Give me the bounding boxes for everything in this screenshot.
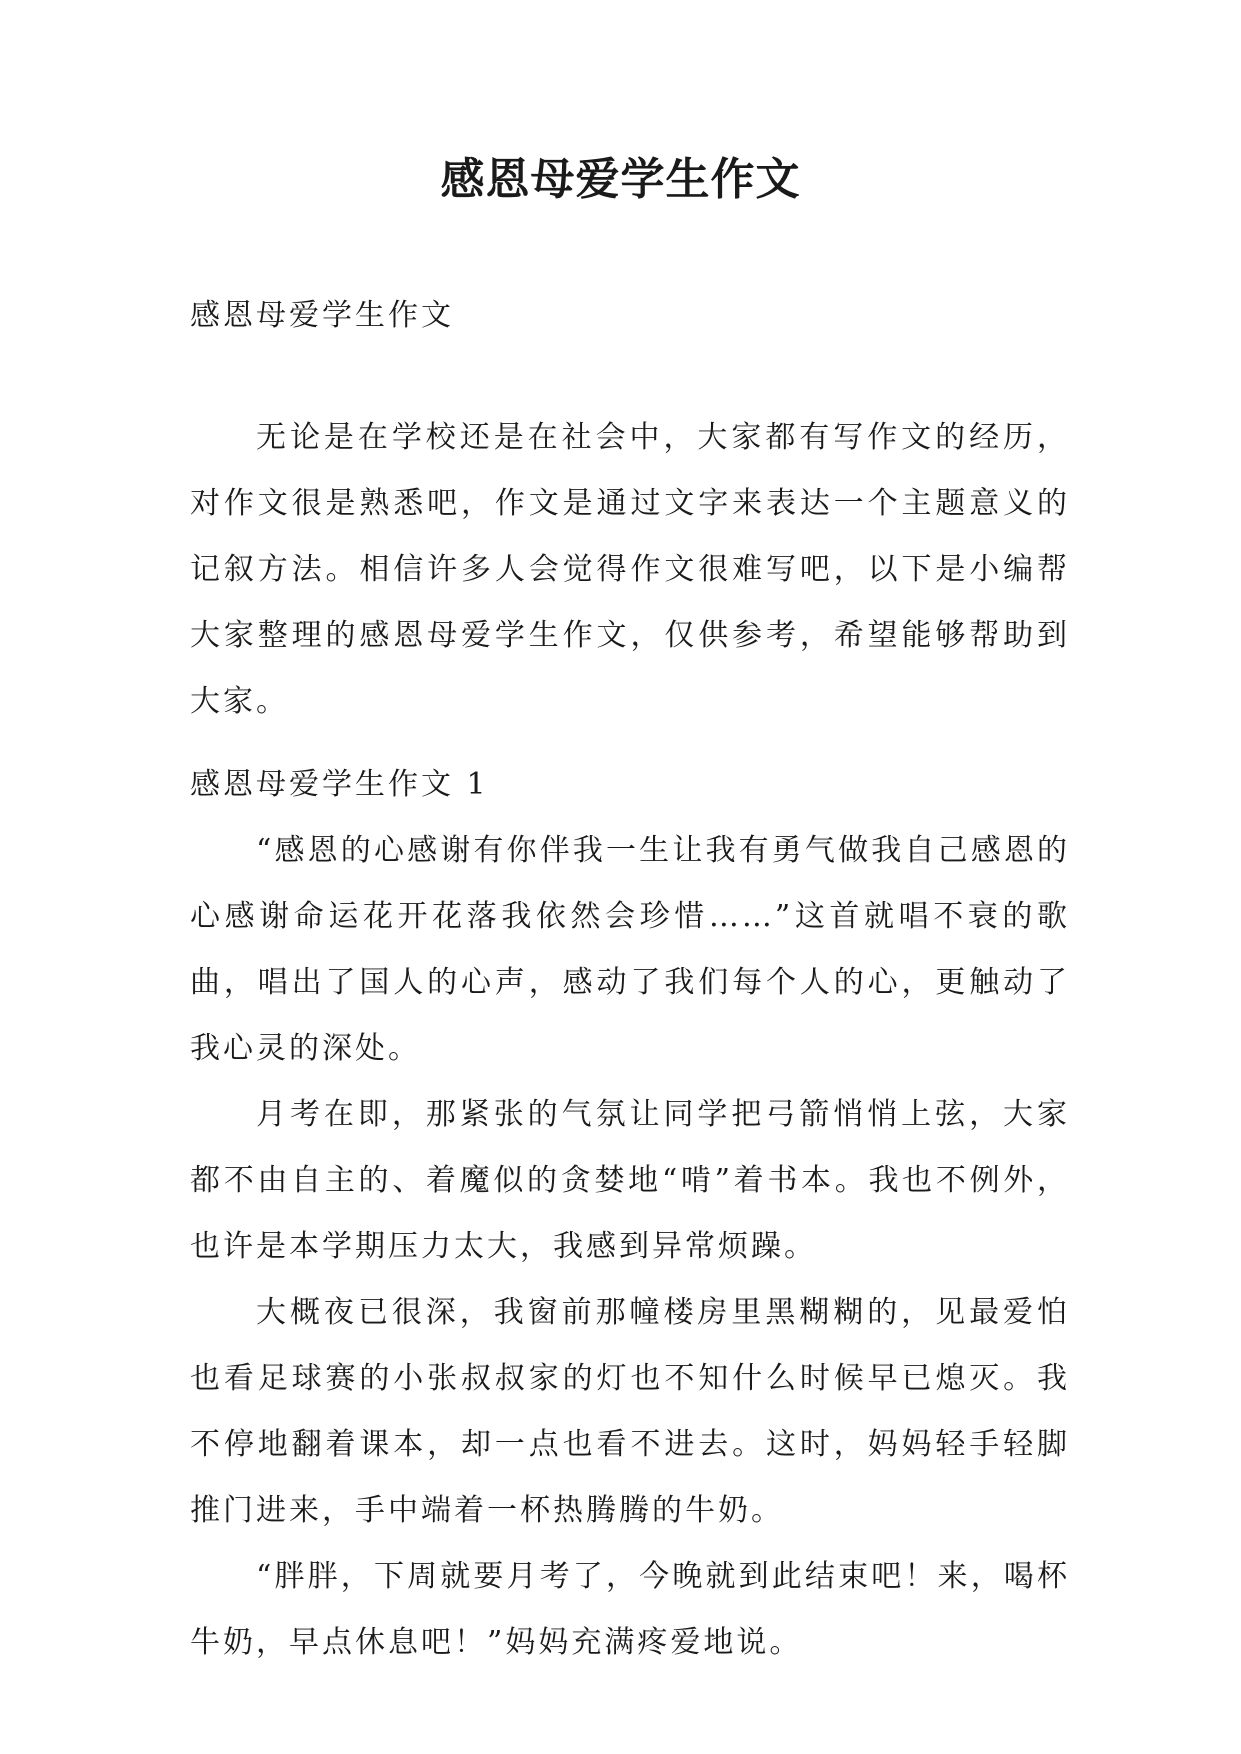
essay-paragraph: “感恩的心感谢有你伴我一生让我有勇气做我自己感恩的心感谢命运花开花落我依然会珍惜……”这首就唱不衰的歌曲，唱出了国人的心声，感动了我们每个人的心，更触动了我心灵的深处。 [190, 833, 1070, 1066]
essay-paragraph: 大概夜已很深，我窗前那幢楼房里黑糊糊的，见最爱怕也看足球赛的小张叔叔家的灯也不知什么时候早已熄灭。我不停地翻着课本，却一点也看不进去。这时，妈妈轻手轻脚推门进来，手中端着一杯热腾腾的牛奶。 [190, 1295, 1070, 1528]
intro-paragraph: 无论是在学校还是在社会中，大家都有写作文的经历，对作文很是熟悉吧，作文是通过文字来表达一个主题意义的记叙方法。相信许多人会觉得作文很难写吧，以下是小编帮大家整理的感恩母爱学生作文，仅供参考，希望能够帮助到大家。 [190, 420, 1070, 719]
essay-body [190, 818, 1070, 1676]
intro-section [190, 405, 1070, 735]
page-title: 感恩母爱学生作文 [440, 154, 801, 205]
essay-paragraph: 月考在即，那紧张的气氛让同学把弓箭悄悄上弦，大家都不由自主的、着魔似的贪婪地“啃”着书本。我也不例外，也许是本学期压力太大，我感到异常烦躁。 [190, 1097, 1070, 1264]
essay-paragraph: “胖胖，下周就要月考了，今晚就到此结束吧！来，喝杯牛奶，早点休息吧！”妈妈充满疼爱地说。 [190, 1559, 1070, 1660]
document-subtitle: 感恩母爱学生作文 [190, 298, 454, 333]
section-heading: 感恩母爱学生作文 1 [190, 767, 489, 802]
